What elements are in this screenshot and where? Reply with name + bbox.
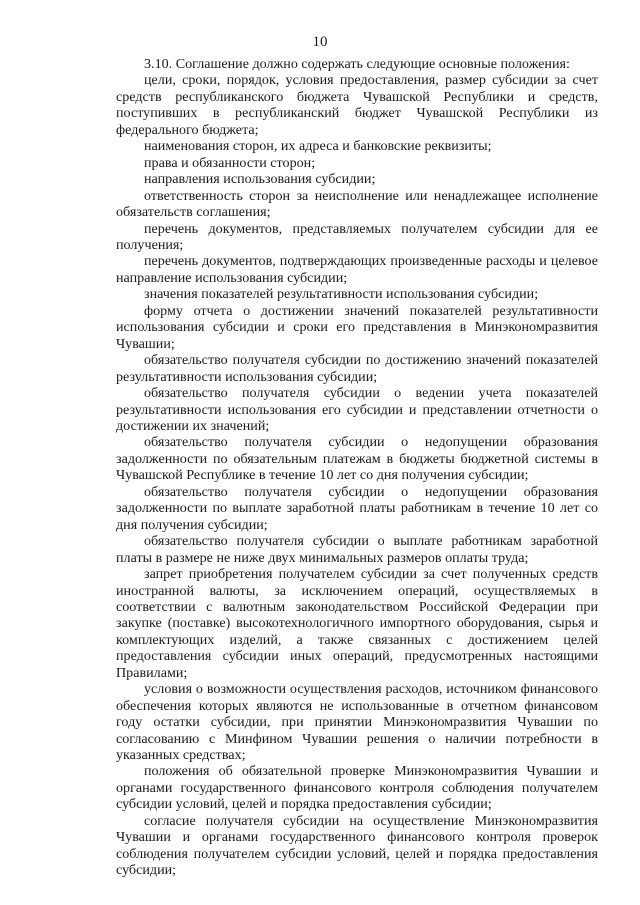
document-body [116,56,598,879]
paragraph-party-names: наименования сторон, их адреса и банковские реквизиты; [144,138,492,155]
paragraph-report-form: форму отчета о достижении значений показателей результативности использования субсидии и сроки его представления в Минэкономразвития Чувашии; [116,302,598,352]
page-number: 10 [312,34,328,50]
paragraph-tax-debt-obligation: обязательство получателя субсидии о недопущении образования задолженности по обязательным платежам в бюджеты бюджетной системы в Чувашской Республике в течение 10 лет со дня получения субсидии; [116,434,598,484]
paragraph-indicators: значения показателей результативности использования субсидии; [144,286,539,303]
paragraph-expense-documents: перечень документов, подтверждающих произведенные расходы и целевое направление использования субсидии; [116,253,598,286]
paragraph-consent-check: согласие получателя субсидии на осуществление Минэкономразвития Чувашии и органами государственного финансового контроля проверок соблюдения получателем субсидии условий, целей и порядка предоставления субсидии; [116,812,598,879]
paragraph-goals: цели, сроки, порядок, условия предоставления, размер субсидии за счет средств республиканского бюджета Чувашской Республики и средств, поступивших в республиканский бюджет Чувашской Республики из федерального бюджета; [116,72,598,138]
paragraph-3-10-heading: 3.10. Соглашение должно содержать следующие основные положения: [144,56,570,72]
paragraph-indicator-obligation: обязательство получателя субсидии по достижению значений показателей результативности использования субсидии; [116,352,598,385]
paragraph-mandatory-check: положения об обязательной проверке Минэкономразвития Чувашии и органами государственного финансового контроля соблюдения получателем субсидии условий, целей и порядка предоставления субсидии; [116,763,598,813]
paragraph-currency-ban: запрет приобретения получателем субсидии за счет полученных средств иностранной валюты, за исключением операций, осуществляемых в соответствии с валютным законодательством Российской Федерации при закупке (поставке) высокотехнологичного импортного оборудования, сырья и комплектующих изделий, а также связанных с достижением целей предоставления субсидии иных операций, предусмотренных настоящими Правилами; [116,566,598,681]
paragraph-usage-directions: направления использования субсидии; [144,171,376,188]
paragraph-rights: права и обязанности сторон; [144,154,316,171]
paragraph-documents-list: перечень документов, представляемых получателем субсидии для ее получения; [116,220,598,253]
paragraph-remainder-conditions: условия о возможности осуществления расходов, источником финансового обеспечения которых являются не использованные в отчетном финансовом году остатки субсидии, при принятии Минэкономразвития Чувашии по согласованию с Минфином Чувашии решения о наличии потребности в указанных средствах; [116,681,598,764]
paragraph-accounting-obligation: обязательство получателя субсидии о ведении учета показателей результативности использования его субсидии и представлении отчетности о достижении их значений; [116,385,598,434]
paragraph-salary-level-obligation: обязательство получателя субсидии о выплате работникам заработной платы в размере не ниже двух минимальных размеров оплаты труда; [116,533,598,566]
paragraph-salary-debt-obligation: обязательство получателя субсидии о недопущении образования задолженности по выплате заработной платы работникам в течение 10 лет со дня получения субсидии; [116,483,598,533]
paragraph-responsibility: ответственность сторон за неисполнение или ненадлежащее исполнение обязательств соглашения; [116,187,598,221]
